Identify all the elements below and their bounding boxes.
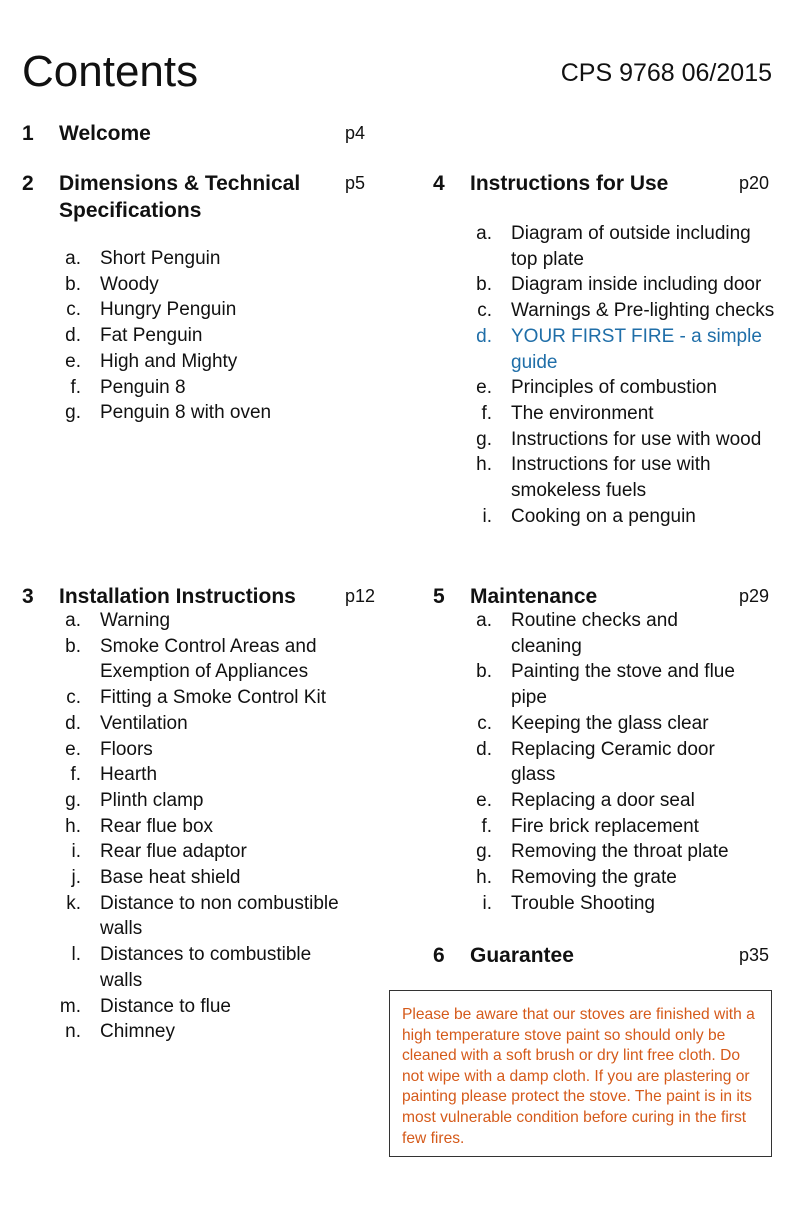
item-letter: j.	[71, 867, 81, 889]
list-item[interactable]	[470, 221, 780, 272]
list-item[interactable]	[470, 375, 780, 401]
item-letter: b.	[65, 273, 81, 295]
item-text: Removing the grate	[511, 867, 677, 889]
item-letter: d.	[65, 712, 81, 734]
item-letter: f.	[70, 376, 81, 398]
item-text: Fire brick replacement	[511, 815, 699, 837]
item-letter: f.	[481, 402, 492, 424]
list-item[interactable]	[59, 865, 339, 891]
list-item[interactable]	[470, 298, 780, 324]
list-item[interactable]	[59, 246, 339, 272]
section-number: 2	[22, 172, 34, 195]
section-title-maintenance[interactable]: Maintenance	[470, 585, 598, 608]
item-text: YOUR FIRST FIRE - a simple guide	[511, 325, 762, 373]
list-item[interactable]	[59, 814, 339, 840]
item-letter: d.	[476, 325, 492, 347]
list-item[interactable]	[470, 737, 750, 788]
item-text: Fat Penguin	[100, 325, 203, 347]
list-item[interactable]	[470, 711, 750, 737]
item-text: Plinth clamp	[100, 789, 204, 811]
instructions-item-list	[470, 221, 780, 529]
section-title-instructions-for-use[interactable]: Instructions for Use	[470, 172, 669, 195]
item-text: Ventilation	[100, 712, 188, 734]
item-text: Hungry Penguin	[100, 299, 237, 321]
list-item[interactable]	[59, 762, 339, 788]
item-letter: a.	[476, 610, 492, 631]
item-text: Principles of combustion	[511, 377, 717, 399]
section-number: 3	[22, 585, 34, 608]
item-text: Penguin 8 with oven	[100, 402, 272, 424]
list-item[interactable]	[470, 839, 750, 865]
list-item[interactable]	[59, 685, 339, 711]
item-letter: g.	[65, 402, 81, 424]
item-text: Routine checks and cleaning	[511, 610, 678, 657]
item-text: Rear flue box	[100, 815, 214, 837]
item-letter: c.	[66, 687, 81, 709]
list-item[interactable]	[470, 659, 750, 710]
item-letter: a.	[476, 223, 492, 244]
page-title: Contents	[22, 47, 199, 96]
list-item[interactable]	[59, 942, 339, 993]
item-letter: f.	[481, 815, 492, 837]
installation-item-list	[59, 608, 339, 1045]
item-text: Replacing Ceramic door glass	[511, 738, 715, 786]
section-page: p29	[739, 586, 770, 606]
list-item[interactable]	[470, 891, 750, 917]
item-letter: d.	[65, 325, 81, 347]
item-text: The environment	[511, 402, 654, 424]
item-text: Diagram of outside including top plate	[511, 223, 751, 270]
item-text: Instructions for use with smokeless fuels	[511, 454, 711, 502]
list-item[interactable]	[470, 788, 750, 814]
list-item-highlighted[interactable]	[470, 324, 780, 375]
section-page: p4	[345, 123, 366, 143]
item-text: Distance to flue	[100, 995, 231, 1017]
item-letter: i.	[482, 892, 492, 914]
list-item[interactable]	[59, 608, 339, 634]
item-letter: m.	[59, 995, 81, 1017]
item-text: Warning	[100, 610, 171, 631]
list-item[interactable]	[59, 400, 339, 426]
item-letter: i.	[482, 505, 492, 527]
item-text: Hearth	[100, 764, 158, 786]
list-item[interactable]	[470, 865, 750, 891]
item-text: Chimney	[100, 1021, 175, 1043]
section-page: p5	[345, 173, 366, 193]
list-item[interactable]	[470, 452, 780, 503]
item-text: Distances to combustible walls	[100, 944, 312, 991]
section-number: 5	[433, 585, 445, 608]
list-item[interactable]	[59, 839, 339, 865]
item-letter: n.	[65, 1021, 81, 1043]
item-text: Trouble Shooting	[511, 892, 656, 914]
section-page: p12	[345, 586, 376, 606]
item-letter: g.	[476, 428, 492, 450]
item-letter: e.	[476, 377, 492, 399]
item-text: Cooking on a penguin	[511, 505, 696, 527]
item-letter: b.	[65, 635, 81, 657]
item-text: Rear flue adaptor	[100, 841, 247, 863]
item-letter: e.	[476, 789, 492, 811]
item-text: Short Penguin	[100, 248, 221, 269]
section-number: 4	[433, 172, 445, 195]
item-text: Fitting a Smoke Control Kit	[100, 687, 326, 709]
list-item[interactable]	[470, 427, 780, 453]
item-letter: i.	[71, 841, 81, 863]
section-number: 1	[22, 122, 34, 145]
document-reference: CPS 9768 06/2015	[560, 59, 772, 87]
section-title-guarantee[interactable]: Guarantee	[470, 944, 574, 967]
section-title-installation[interactable]: Installation Instructions	[59, 585, 296, 608]
item-letter: b.	[476, 274, 492, 296]
item-text: Keeping the glass clear	[511, 712, 709, 734]
list-item[interactable]	[59, 711, 339, 737]
item-letter: c.	[66, 299, 81, 321]
list-item[interactable]	[470, 504, 780, 530]
list-item[interactable]	[470, 608, 750, 659]
item-text: Replacing a door seal	[511, 789, 695, 811]
item-letter: h.	[476, 454, 492, 476]
list-item[interactable]	[59, 891, 339, 942]
item-letter: h.	[476, 867, 492, 889]
list-item[interactable]	[59, 297, 339, 323]
section-title-welcome[interactable]: Welcome	[59, 122, 151, 145]
item-text: Base heat shield	[100, 867, 241, 889]
list-item[interactable]	[470, 814, 750, 840]
section-page: p20	[739, 173, 770, 193]
item-letter: d.	[476, 738, 492, 760]
item-text: Woody	[100, 273, 159, 295]
item-letter: h.	[65, 815, 81, 837]
item-text: Instructions for use with wood	[511, 428, 762, 450]
item-letter: g.	[476, 841, 492, 863]
list-item[interactable]	[59, 994, 339, 1020]
item-text: Removing the throat plate	[511, 841, 729, 863]
paint-care-notice: Please be aware that our stoves are finished with a high temperature stove paint so should only be cleaned with a soft brush or dry lint free cloth. Do not wipe with a damp cloth. If you are plastering or painting please protect the stove. The paint is in its most vulnerable condition before curing in the first few fires.	[389, 990, 772, 1157]
item-letter: k.	[66, 892, 81, 914]
dimensions-item-list	[59, 246, 339, 426]
section-number: 6	[433, 944, 445, 967]
item-text: Smoke Control Areas and Exemption of Appliances	[100, 635, 317, 683]
list-item[interactable]	[59, 634, 339, 685]
section-page: p35	[739, 945, 770, 965]
item-text: Penguin 8	[100, 376, 186, 398]
maintenance-item-list	[470, 608, 750, 916]
item-text: Distance to non combustible walls	[100, 892, 339, 940]
list-item[interactable]	[59, 272, 339, 298]
list-item[interactable]	[470, 401, 780, 427]
item-letter: e.	[65, 738, 81, 760]
item-letter: a.	[65, 248, 81, 269]
item-text: Warnings & Pre-lighting checks	[511, 300, 775, 322]
list-item[interactable]	[59, 323, 339, 349]
section-title-dimensions[interactable]: Dimensions & Technical Specifications	[59, 172, 301, 222]
item-text: Painting the stove and flue pipe	[511, 661, 735, 709]
item-letter: a.	[65, 610, 81, 631]
item-letter: f.	[70, 764, 81, 786]
list-item[interactable]	[59, 349, 339, 375]
item-letter: g.	[65, 789, 81, 811]
list-item[interactable]	[59, 375, 339, 401]
list-item[interactable]	[59, 788, 339, 814]
item-letter: b.	[476, 661, 492, 683]
list-item[interactable]	[59, 737, 339, 763]
item-letter: c.	[477, 300, 492, 322]
list-item[interactable]	[59, 1019, 339, 1045]
item-letter: e.	[65, 350, 81, 372]
list-item[interactable]	[470, 272, 780, 298]
item-text: Floors	[100, 738, 153, 760]
item-text: Diagram inside including door	[511, 274, 762, 296]
item-text: High and Mighty	[100, 350, 238, 372]
item-letter: l.	[71, 944, 81, 966]
item-letter: c.	[477, 712, 492, 734]
